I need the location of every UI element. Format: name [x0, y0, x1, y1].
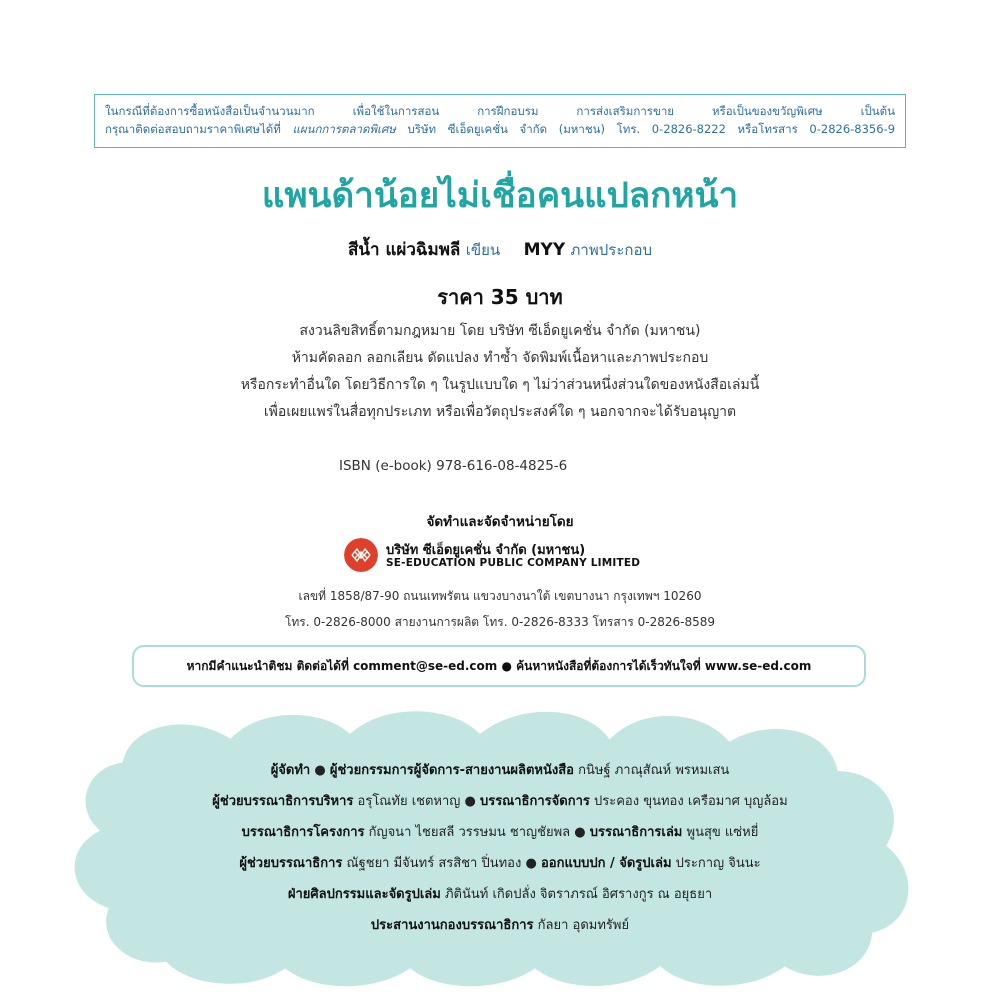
staff-name: ประคอง ขุนทอง เครือมาศ บุญล้อม	[589, 794, 788, 809]
staff-line	[0, 910, 1000, 941]
notice-prefix: กรุณาติดต่อสอบถามราคาพิเศษได้ที่	[105, 122, 281, 136]
staff-name: กัญจนา ไชยสลี วรรษมน ชาญชัยพล	[364, 825, 571, 840]
staff-line	[0, 786, 1000, 817]
notice-suffix: บริษัท ซีเอ็ดยูเคชั่น จำกัด (มหาชน) โทร. 0-2826-8222 หรือโทรสาร 0-2826-8356-9	[407, 122, 895, 136]
staff-line	[0, 879, 1000, 910]
staff-name: กัลยา อุดมทรัพย์	[533, 918, 630, 933]
author-name: สีน้ำ แผ่วฉิมพลี	[348, 240, 461, 260]
staff-name: ภิตินันท์ เกิดปลั่ง จิตราภรณ์ อิศรางกูร ณ อยุธยา	[440, 887, 713, 902]
book-credits	[0, 236, 1000, 263]
notice-dept: แผนกการตลาดพิเศษ	[292, 122, 396, 136]
notice-line-2	[105, 120, 895, 138]
staff-name: กนิษฐ์ ภาณุสัณห์ พรหมเสน	[573, 763, 730, 778]
publisher-name-en: SE-EDUCATION PUBLIC COMPANY LIMITED	[386, 557, 641, 569]
staff-role: ผู้ช่วยบรรณาธิการบริหาร	[212, 794, 354, 809]
isbn: ISBN (e-book) 978-616-08-4825-6	[339, 458, 568, 474]
publisher-phones: โทร. 0-2826-8000 สายงานการผลิต โทร. 0-2826-8333 โทรสาร 0-2826-8589	[284, 615, 716, 629]
publisher-address-block	[0, 583, 1000, 635]
illustrator-name: MYY	[523, 240, 566, 260]
publisher-logo-icon	[344, 538, 378, 572]
author-role: เขียน	[465, 241, 501, 259]
staff-role: ผู้ช่วยกรรมการผู้จัดการ-สายงานผลิตหนังสือ	[329, 763, 574, 778]
copyright-line: ห้ามคัดลอก ลอกเลียน ดัดแปลง ทำซ้ำ จัดพิมพ์เนื้อหาและภาพประกอบ	[291, 350, 709, 366]
staff-role: บรรณาธิการโครงการ	[241, 825, 365, 840]
publisher-address: เลขที่ 1858/87-90 ถนนเทพรัตน แขวงบางนาใต้ เขตบางนา กรุงเทพฯ 10260	[298, 589, 702, 603]
staff-role: ฝ่ายศิลปกรรมและจัดรูปเล่ม	[287, 887, 441, 902]
copyright-line: เพื่อเผยแพร่ในสื่อทุกประเภท หรือเพื่อวัตถุประสงค์ใด ๆ นอกจากจะได้รับอนุญาต	[263, 404, 737, 420]
book-title: แพนด้าน้อยไม่เชื่อคนแปลกหน้า	[261, 176, 739, 216]
staff-name: ประกาญ จินนะ	[671, 856, 761, 871]
staff-role: บรรณาธิการเล่ม	[589, 825, 683, 840]
staff-name: พูนสุข แซ่หยี่	[682, 825, 759, 840]
staff-role: ผู้ช่วยบรรณาธิการ	[239, 856, 343, 871]
staff-role: ออกแบบปก / จัดรูปเล่ม	[540, 856, 672, 871]
staff-sep: ●	[570, 825, 590, 840]
staff-line	[0, 755, 1000, 786]
production-label: จัดทำและจัดจำหน่ายโดย	[426, 514, 574, 530]
staff-role: บรรณาธิการจัดการ	[479, 794, 590, 809]
staff-sep: ●	[310, 763, 330, 778]
copyright-line: สงวนลิขสิทธิ์ตามกฎหมาย โดย บริษัท ซีเอ็ดยูเคชั่น จำกัด (มหาชน)	[299, 323, 701, 339]
copyright-block	[0, 318, 1000, 426]
staff-role: ผู้จัดทำ	[270, 763, 311, 778]
staff-name: อรุโณทัย เชตหาญ	[353, 794, 461, 809]
illustrator-role: ภาพประกอบ	[570, 241, 652, 259]
publisher-block	[344, 538, 664, 574]
staff-sep: ●	[460, 794, 480, 809]
contact-banner: หากมีคำแนะนำติชม ติดต่อได้ที่ comment@se-ed.com ● ค้นหาหนังสือที่ต้องการได้เร็วทันใจที่ www.se-ed.com	[132, 645, 866, 687]
staff-line	[0, 817, 1000, 848]
staff-sep: ●	[521, 856, 541, 871]
book-price: ราคา 35 บาท	[437, 285, 563, 309]
staff-line	[0, 848, 1000, 879]
staff-name: ณัฐชยา มีจันทร์ สรสิชา ปิ่นทอง	[342, 856, 522, 871]
notice-line-1: ในกรณีที่ต้องการซื้อหนังสือเป็นจำนวนมาก เพื่อใช้ในการสอน การฝึกอบรม การส่งเสริมการขาย หรือเป็นของขวัญพิเศษ เป็นต้น	[105, 104, 895, 118]
publisher-name-th: บริษัท ซีเอ็ดยูเคชั่น จำกัด (มหาชน)	[386, 543, 586, 558]
staff-credits	[0, 755, 1000, 941]
bulk-order-notice	[94, 94, 906, 148]
copyright-line: หรือกระทำอื่นใด โดยวิธีการใด ๆ ในรูปแบบใด ๆ ไม่ว่าส่วนหนึ่งส่วนใดของหนังสือเล่มนี้	[240, 377, 760, 393]
staff-role: ประสานงานกองบรรณาธิการ	[370, 918, 534, 933]
